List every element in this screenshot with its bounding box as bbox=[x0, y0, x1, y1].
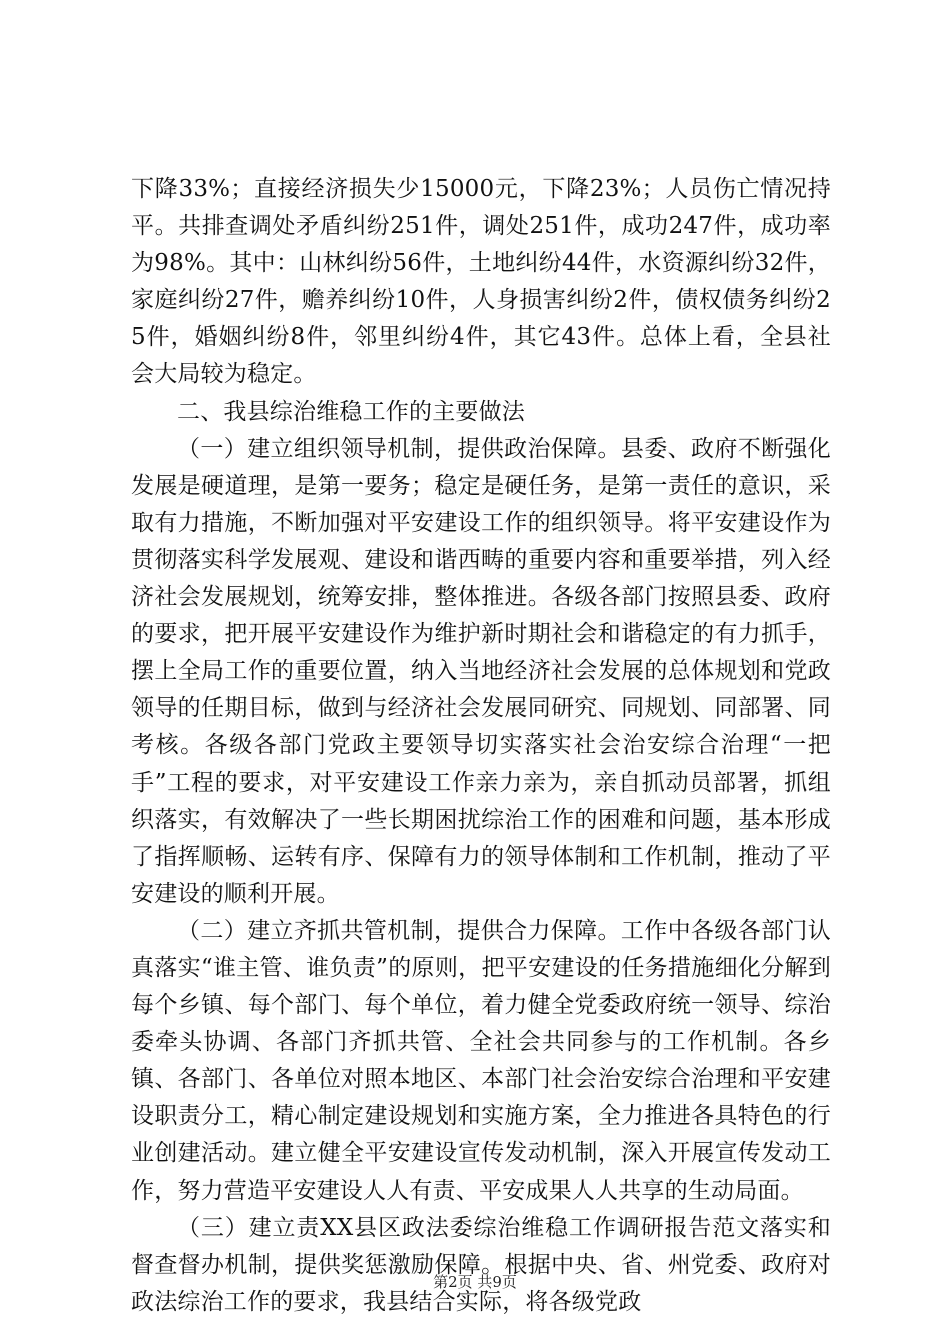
paragraph-statistics: 下降33%；直接经济损失少15000元，下降23%；人员伤亡情况持平。共排查调处矛盾纠纷251件，调处251件，成功247件，成功率为98%。其中：山林纠纷56件，土地纠纷44件，水资源纠纷32件，家庭纠纷27件，赡养纠纷10件，人身损害纠纷2件，债权债务纠纷25件，婚姻纠纷8件，邻里纠纷4件，其它43件。总体上看，全县社会大局较为稳定。 bbox=[131, 176, 831, 388]
page-number-footer: 第2页 共9页 bbox=[433, 1273, 517, 1291]
document-body bbox=[131, 171, 831, 1321]
section-heading-main-practices: 二、我县综治维稳工作的主要做法 bbox=[177, 398, 525, 425]
paragraph-leadership-mechanism: （一）建立组织领导机制，提供政治保障。县委、政府不断强化发展是硬道理，是第一要务；稳定是硬任务，是第一责任的意识，采取有力措施，不断加强对平安建设工作的组织领导。将平安建设作为贯彻落实科学发展观、建设和谐西畴的重要内容和重要举措，列入经济社会发展规划，统筹安排，整体推进。各级各部门按照县委、政府的要求，把开展平安建设作为维护新时期社会和谐稳定的有力抓手，摆上全局工作的重要位置，纳入当地经济社会发展的总体规划和党政领导的任期目标，做到与经济社会发展同研究、同规划、同部署、同考核。各级各部门党政主要领导切实落实社会治安综合治理“一把手”工程的要求，对平安建设工作亲力亲为，亲自抓动员部署，抓组织落实，有效解决了一些长期困扰综治工作的困难和问题，基本形成了指挥顺畅、运转有序、保障有力的领导体制和工作机制，推动了平安建设的顺利开展。 bbox=[131, 435, 831, 907]
paragraph-joint-management-mechanism: （二）建立齐抓共管机制，提供合力保障。工作中各级各部门认真落实“谁主管、谁负责”的原则，把平安建设的任务措施细化分解到每个乡镇、每个部门、每个单位，着力健全党委政府统一领导、综治委牵头协调、各部门齐抓共管、全社会共同参与的工作机制。各乡镇、各部门、各单位对照本地区、本部门社会治安综合治理和平安建设职责分工，精心制定建设规划和实施方案，全力推进各具特色的行业创建活动。建立健全平安建设宣传发动机制，深入开展宣传发动工作，努力营造平安建设人人有责、平安成果人人共享的生动局面。 bbox=[131, 917, 831, 1204]
paragraph-responsibility-mechanism: （三）建立责XX县区政法委综治维稳工作调研报告范文落实和督查督办机制，提供奖惩激励保障。根据中央、省、州党委、政府对政法综治工作的要求，我县结合实际，将各级党政 bbox=[131, 1214, 831, 1315]
